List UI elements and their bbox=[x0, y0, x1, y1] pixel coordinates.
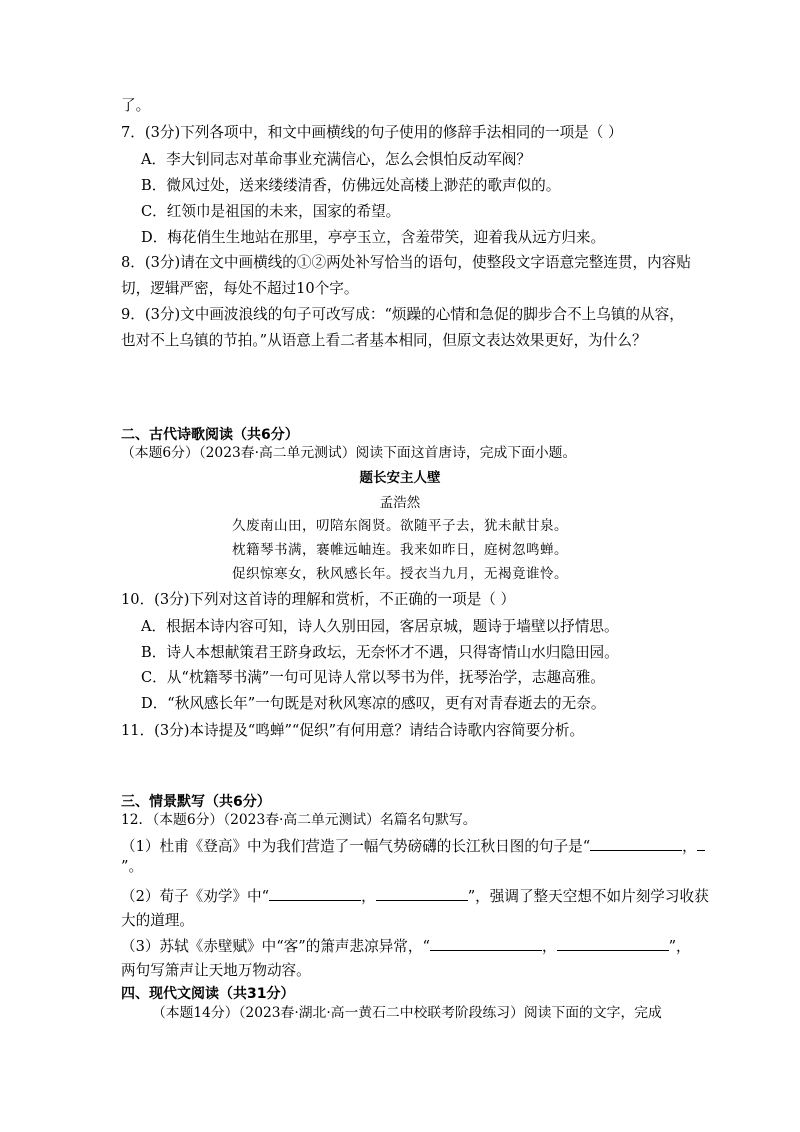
section2-heading: 二、古代诗歌阅读（共6分） bbox=[121, 427, 299, 443]
q10-option-a: A．根据本诗内容可知，诗人久别田园，客居京城，题诗于墙壁以抒情思。 bbox=[141, 618, 619, 635]
dictation-3-blank-1[interactable] bbox=[430, 936, 542, 951]
dictation-2-text: （2）荀子《劝学》中“ bbox=[121, 888, 270, 905]
dictation-item-1-end: ”。 bbox=[121, 858, 144, 875]
q7-option-d: D．梅花俏生生地站在那里，亭亭玉立，含羞带笑，迎着我从远方归来。 bbox=[141, 229, 606, 246]
dictation-item-3-end: 两句写箫声让天地万物动容。 bbox=[121, 962, 311, 979]
section2-intro: （本题6分）（2023春·高二单元测试）阅读下面这首唐诗，完成下面小题。 bbox=[121, 445, 577, 461]
q7-option-c: C．红领巾是祖国的未来，国家的希望。 bbox=[141, 203, 401, 220]
continued-text: 了。 bbox=[121, 97, 151, 114]
section4-intro: （本题14分）（2023春·湖北·高一黄石二中校联考阶段练习）阅读下面的文字，完成 bbox=[152, 1005, 662, 1021]
dictation-1-blank-2[interactable] bbox=[697, 836, 705, 851]
q10-option-b: B．诗人本想献策君王跻身政坛，无奈怀才不遇，只得寄情山水归隐田园。 bbox=[141, 644, 619, 661]
dictation-item-3 bbox=[121, 936, 691, 957]
dictation-item-2-end: 大的道理。 bbox=[121, 912, 194, 929]
dictation-item-2 bbox=[121, 886, 709, 907]
q7-option-a: A．李大钊同志对革命事业充满信心，怎么会惧怕反动军阀？ bbox=[141, 151, 531, 168]
q8-line1: 8．(3分)请在文中画横线的①②两处补写恰当的语句，使整段文字语意完整连贯，内容贴 bbox=[121, 254, 691, 271]
section3-heading: 三、情景默写（共6分） bbox=[121, 794, 271, 810]
dictation-3-blank-2[interactable] bbox=[557, 936, 669, 951]
section4-heading: 四、现代文阅读（共31分） bbox=[121, 986, 295, 1002]
dictation-2-blank-1[interactable] bbox=[269, 886, 361, 901]
dictation-2-blank-2[interactable] bbox=[376, 886, 468, 901]
dictation-3-text: （3）苏轼《赤壁赋》中“客”的箫声悲凉异常，“ bbox=[121, 938, 430, 955]
dictation-item-1 bbox=[121, 836, 705, 857]
dictation-1-comma: ， bbox=[682, 838, 697, 855]
q7-stem: 7．(3分)下列各项中，和文中画横线的句子使用的修辞手法相同的一项是（ ） bbox=[121, 124, 623, 141]
dictation-2-tail: ”，强调了整天空想不如片刻学习收获 bbox=[467, 888, 709, 905]
poem-line-2: 枕籍琴书满，褰帷远岫连。我来如昨日，庭树忽鸣蝉。 bbox=[232, 542, 568, 558]
q11-stem: 11．(3分)本诗提及“鸣蝉”“促织”有何用意？请结合诗歌内容简要分析。 bbox=[121, 722, 585, 739]
dictation-2-comma: ， bbox=[361, 888, 376, 905]
dictation-1-blank-1[interactable] bbox=[590, 836, 682, 851]
q9-line1: 9．(3分)文中画波浪线的句子可改写成：“烦躁的心情和急促的脚步合不上乌镇的从容， bbox=[121, 306, 684, 323]
dictation-3-comma: ， bbox=[541, 938, 557, 955]
poem-line-1: 久废南山田，叨陪东阁贤。欲随平子去，犹未献甘泉。 bbox=[232, 518, 568, 534]
q10-stem: 10．(3分)下列对这首诗的理解和赏析，不正确的一项是（ ） bbox=[121, 591, 516, 608]
q9-line2: 也对不上乌镇的节拍。”从语意上看二者基本相同，但原文表达效果更好，为什么？ bbox=[121, 332, 647, 349]
poem-title: 题长安主人壁 bbox=[359, 470, 441, 486]
poem-author: 孟浩然 bbox=[379, 495, 421, 511]
q8-line2: 切，逻辑严密，每处不超过10个字。 bbox=[121, 280, 359, 297]
dictation-3-tail: ”， bbox=[668, 938, 691, 955]
q10-option-d: D．“秋风感长年”一句既是对秋风寒凉的感叹，更有对青春逝去的无奈。 bbox=[141, 695, 606, 712]
q7-option-b: B．微风过处，送来缕缕清香，仿佛远处高楼上渺茫的歌声似的。 bbox=[141, 177, 561, 194]
dictation-1-text: （1）杜甫《登高》中为我们营造了一幅气势磅礴的长江秋日图的句子是“ bbox=[121, 838, 591, 855]
q10-option-c: C．从“枕籍琴书满”一句可见诗人常以琴书为伴，抚琴治学，志趣高雅。 bbox=[141, 669, 605, 686]
poem-line-3: 促织惊寒女，秋风感长年。授衣当九月，无褐竟谁怜。 bbox=[232, 566, 568, 582]
section3-intro: 12．（本题6分）（2023春·高二单元测试）名篇名句默写。 bbox=[121, 812, 477, 828]
